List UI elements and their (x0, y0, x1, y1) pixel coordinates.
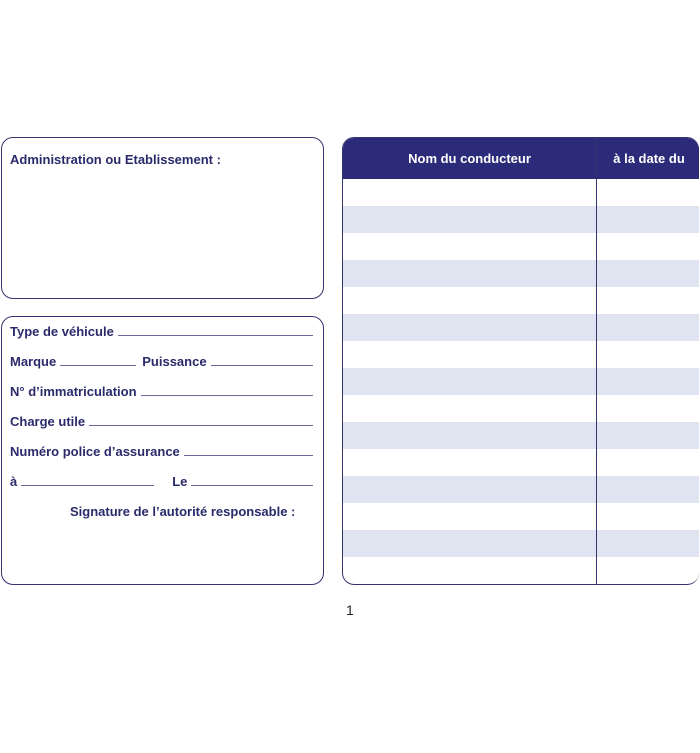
vehicle-info-box (1, 316, 324, 585)
table-row (343, 368, 699, 395)
signature-row (70, 501, 313, 519)
marque-field[interactable] (60, 365, 136, 366)
charge-row (10, 411, 313, 429)
driver-register-table (342, 137, 699, 585)
column-divider (596, 138, 597, 584)
le-label: Le (172, 474, 188, 489)
table-row (343, 422, 699, 449)
puissance-label: Puissance (142, 354, 207, 369)
driver-name-header: Nom du conducteur (408, 151, 531, 166)
page-number: 1 (346, 602, 354, 618)
police-label: Numéro police d’assurance (10, 444, 180, 459)
vehicle-type-row (10, 321, 313, 339)
immatriculation-row (10, 381, 313, 399)
administration-label: Administration ou Etablissement : (10, 152, 221, 167)
table-row (343, 206, 699, 233)
signature-label: Signature de l’autorité responsable : (70, 504, 296, 519)
table-row (343, 530, 699, 557)
police-row (10, 441, 313, 459)
date-field[interactable] (191, 485, 313, 486)
date-header: à la date du (613, 151, 685, 166)
charge-label: Charge utile (10, 414, 86, 429)
a-label: à (10, 474, 18, 489)
vehicle-type-label: Type de véhicule (10, 324, 114, 339)
police-field[interactable] (184, 455, 313, 456)
place-field[interactable] (21, 485, 154, 486)
vehicle-type-field[interactable] (118, 335, 313, 336)
immatriculation-field[interactable] (141, 395, 313, 396)
table-row (343, 260, 699, 287)
puissance-field[interactable] (211, 365, 313, 366)
table-row (343, 476, 699, 503)
immatriculation-label: N° d’immatriculation (10, 384, 137, 399)
charge-field[interactable] (89, 425, 313, 426)
place-date-row (10, 471, 313, 489)
marque-label: Marque (10, 354, 57, 369)
administration-box (1, 137, 324, 299)
register-header (343, 138, 699, 179)
table-row (343, 314, 699, 341)
marque-puissance-row (10, 351, 313, 369)
